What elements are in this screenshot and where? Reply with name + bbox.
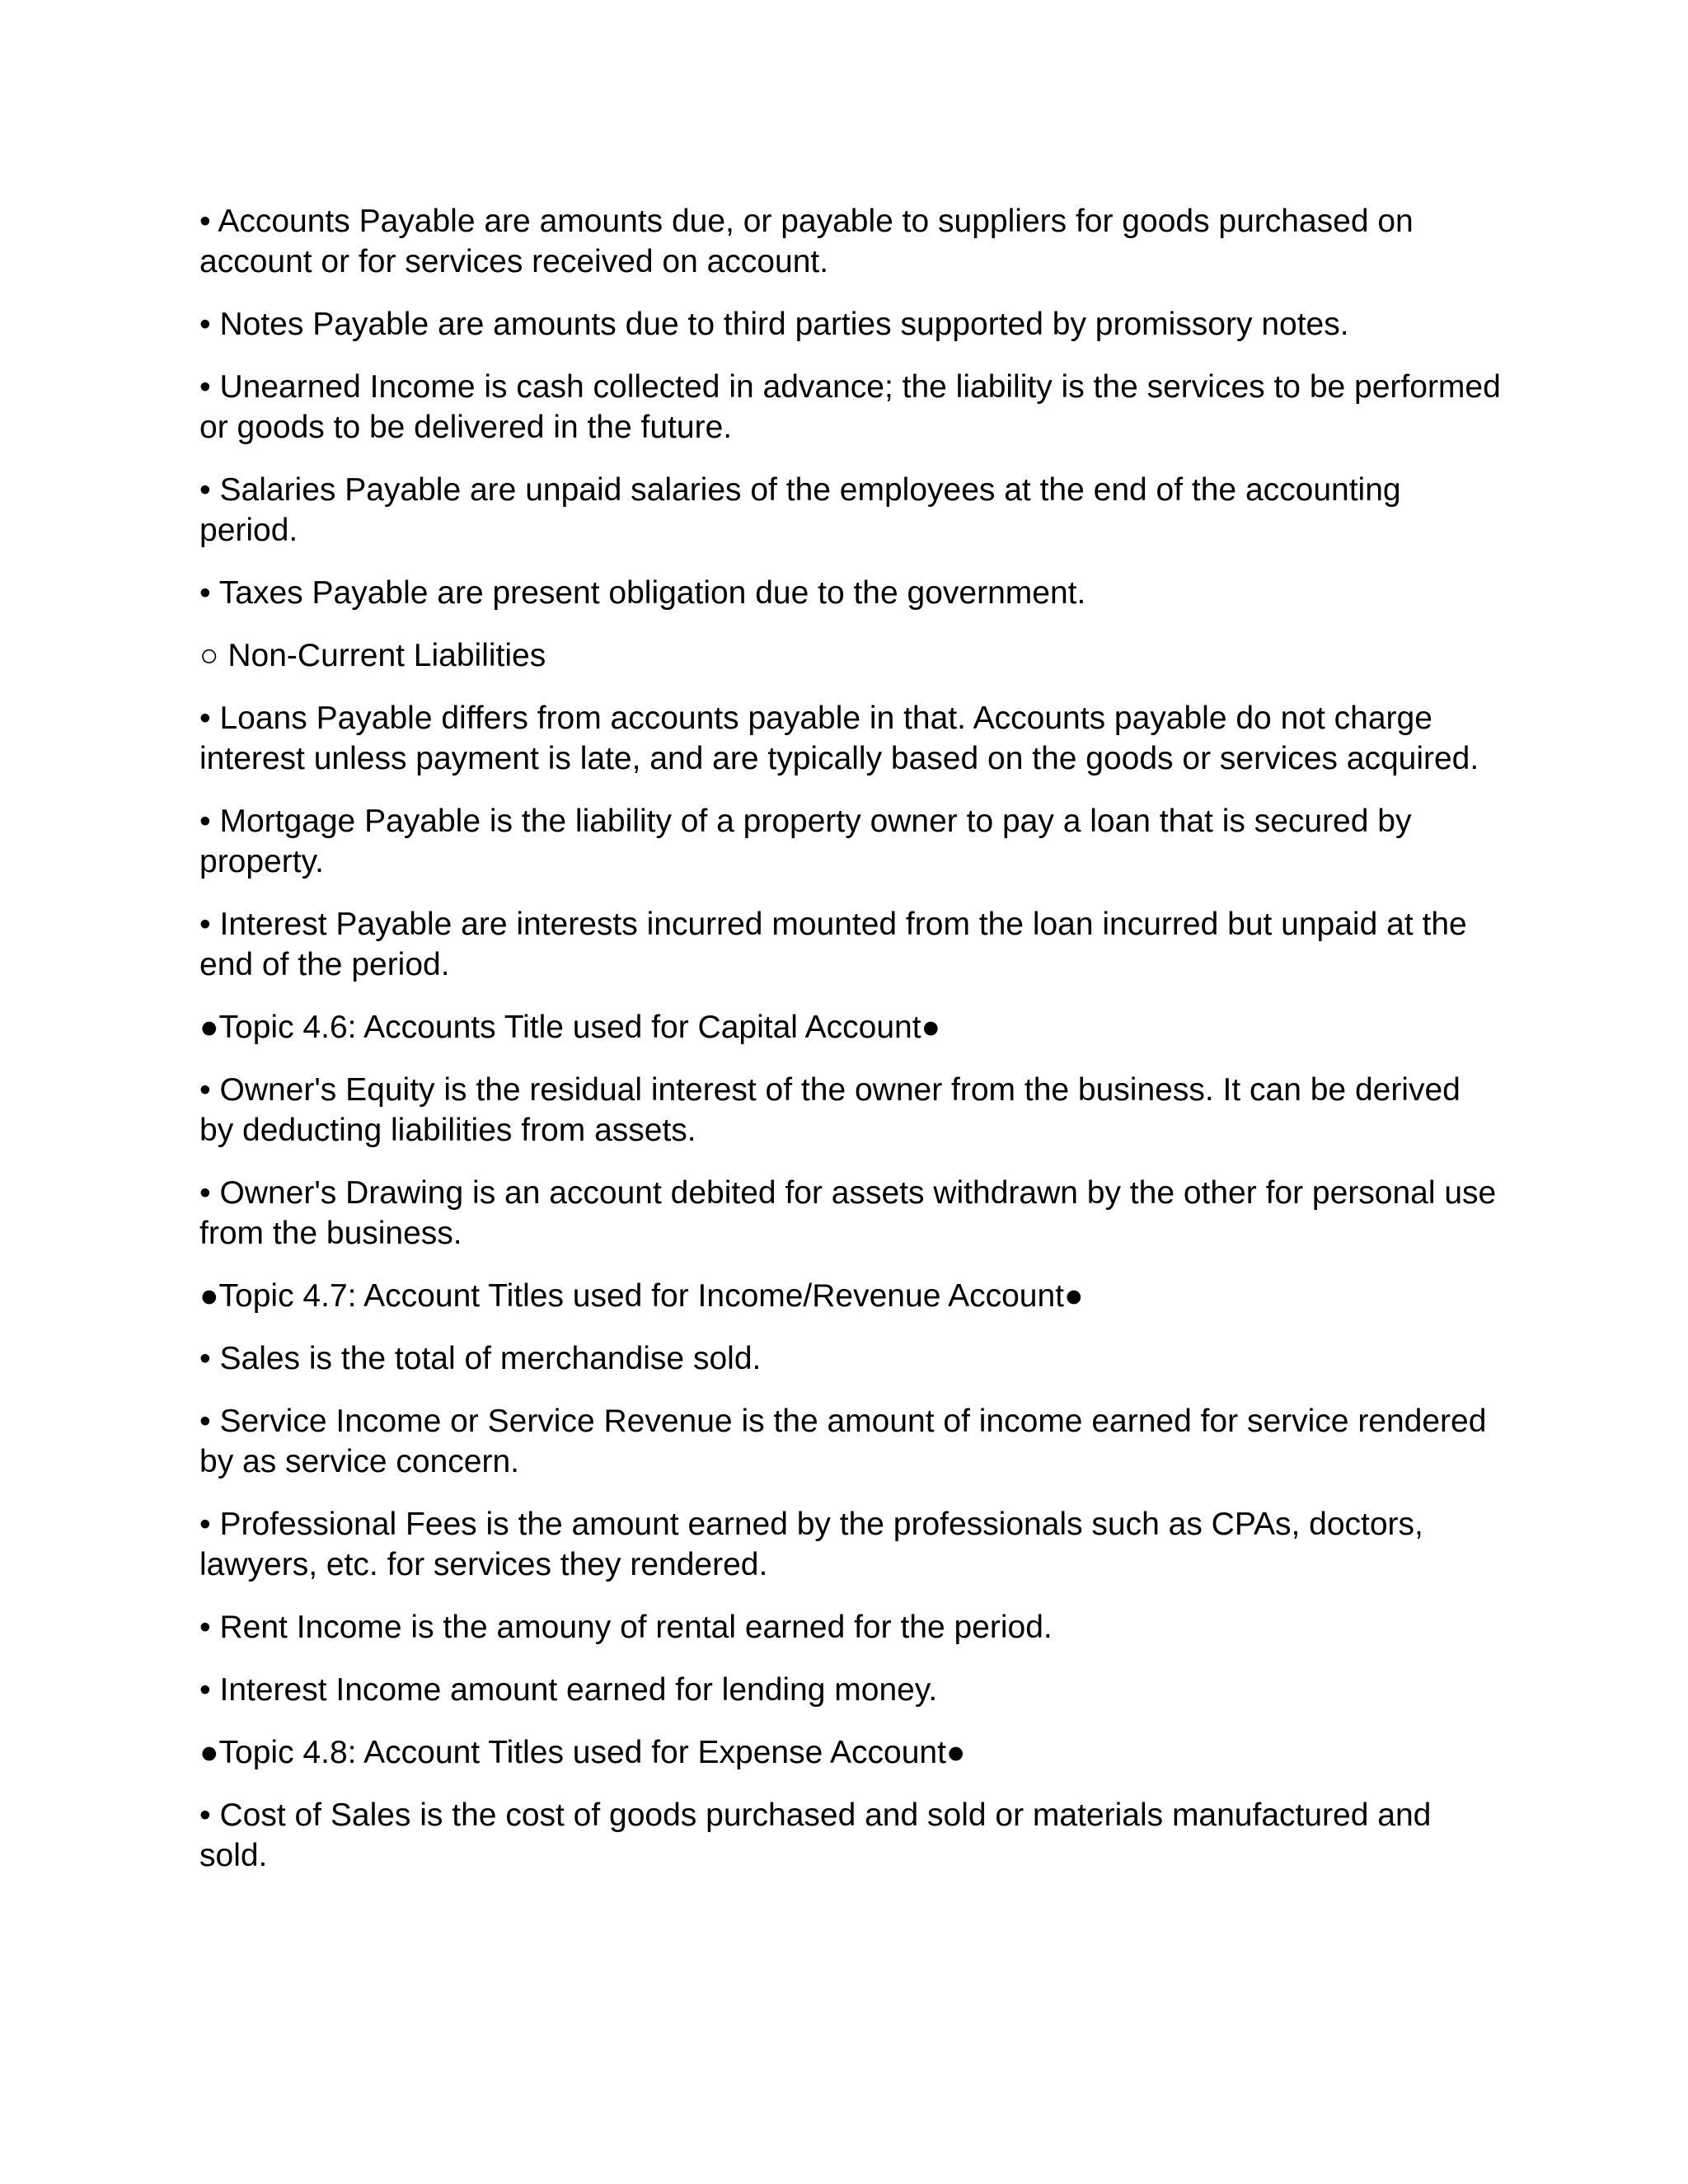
list-item-mortgage-payable: • Mortgage Payable is the liability of a property owner to pay a loan that is secured by property. xyxy=(199,804,1412,879)
list-item-notes-payable: • Notes Payable are amounts due to third parties supported by promissory notes. xyxy=(199,307,1349,342)
list-item-owners-equity: • Owner's Equity is the residual interest of the owner from the business. It can be derived by deducting liabilities from assets. xyxy=(199,1072,1461,1148)
list-item-interest-payable: • Interest Payable are interests incurred mounted from the loan incurred but unpaid at the end of the period. xyxy=(199,907,1467,982)
topic-heading-4-7: ●Topic 4.7: Account Titles used for Income/Revenue Account● xyxy=(199,1278,1084,1314)
list-item-service-income: • Service Income or Service Revenue is the amount of income earned for service rendered by as service concern. xyxy=(199,1404,1487,1479)
list-item-rent-income: • Rent Income is the amouny of rental earned for the period. xyxy=(199,1610,1053,1645)
list-item-taxes-payable: • Taxes Payable are present obligation due to the government. xyxy=(199,575,1086,611)
document-body xyxy=(199,201,1502,1898)
topic-heading-4-8: ●Topic 4.8: Account Titles used for Expense Account● xyxy=(199,1735,966,1770)
list-item-unearned-income: • Unearned Income is cash collected in advance; the liability is the services to be performed or goods to be delivered in the future. xyxy=(199,369,1501,445)
list-item-loans-payable: • Loans Payable differs from accounts payable in that. Accounts payable do not charge interest unless payment is late, and are typically based on the goods or services acquired. xyxy=(199,701,1479,776)
section-heading-non-current-liabilities: ○ Non-Current Liabilities xyxy=(199,638,546,673)
topic-heading-4-6: ●Topic 4.6: Accounts Title used for Capital Account● xyxy=(199,1010,941,1045)
list-item-cost-of-sales: • Cost of Sales is the cost of goods purchased and sold or materials manufactured and sold. xyxy=(199,1797,1432,1873)
list-item-owners-drawing: • Owner's Drawing is an account debited for assets withdrawn by the other for personal use from the business. xyxy=(199,1175,1497,1251)
list-item-sales: • Sales is the total of merchandise sold. xyxy=(199,1341,762,1376)
list-item-professional-fees: • Professional Fees is the amount earned by the professionals such as CPAs, doctors, lawyers, etc. for services they rendered. xyxy=(199,1507,1423,1582)
list-item-accounts-payable: • Accounts Payable are amounts due, or payable to suppliers for goods purchased on account or for services received on account. xyxy=(199,204,1414,279)
list-item-interest-income: • Interest Income amount earned for lending money. xyxy=(199,1672,938,1708)
list-item-salaries-payable: • Salaries Payable are unpaid salaries of the employees at the end of the accounting period. xyxy=(199,472,1401,548)
